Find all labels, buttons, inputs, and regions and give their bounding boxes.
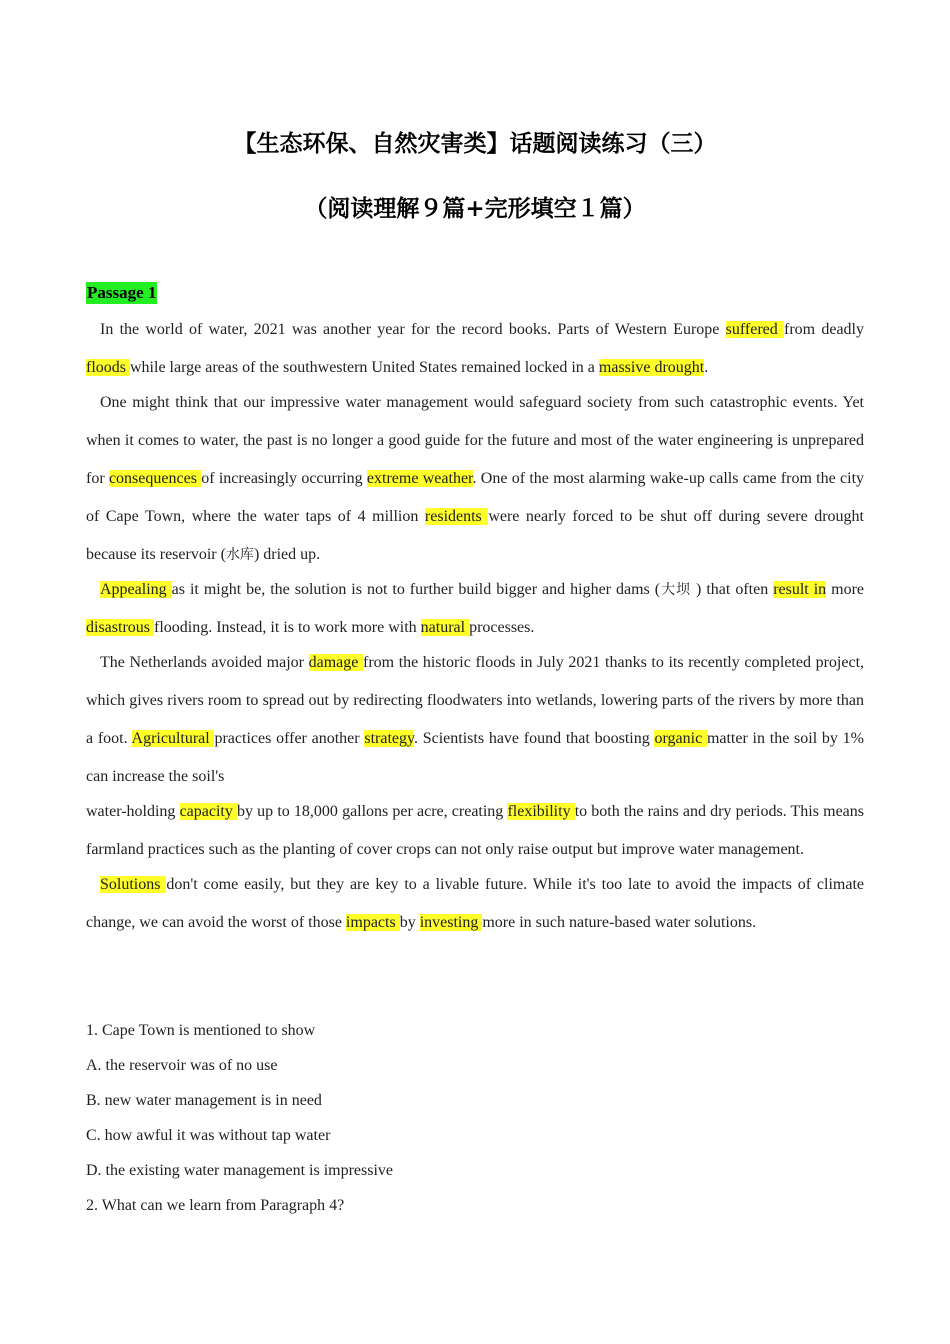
paragraph [86,793,864,869]
text-run: . Scientists have found that boosting [413,730,655,747]
highlighted-term: capacity [179,803,238,820]
document-subtitle: （阅读理解９篇+完形填空１篇） [304,195,646,222]
text-run: were nearly forced to be shut off during severe drought because its reservoir ( [86,508,864,563]
option-a: A. the reservoir was of no use [86,1057,278,1074]
text-run: ) that often [691,581,774,598]
highlighted-term: result in [773,581,827,598]
text-run: to both the rains and dry periods. This means farmland practices such as the planting of cover crops can not only raise output but improve water management. [86,803,864,858]
paragraph [86,571,864,647]
highlighted-term: damage [308,654,363,671]
text-run: from the historic floods in July 2021 thanks to its recently completed project, which gives rivers room to spread out by redirecting floodwaters into wetlands, lowering parts of the rivers by more than a foot. [86,654,865,747]
document-title: 【生态环保、自然灾害类】话题阅读练习（三） [233,130,717,157]
text-run: of increasingly occurring [201,470,367,487]
highlighted-term: disastrous [86,619,154,636]
text-run: ) dried up. [253,546,321,563]
paragraph [86,384,864,574]
highlighted-term: investing [419,914,483,931]
passage-body [86,311,864,942]
text-run: from deadly [784,321,864,338]
option-c: C. how awful it was without tap water [86,1127,331,1144]
highlighted-term: extreme weather [366,470,473,487]
text-run: flooding. Instead, it is to work more with [154,619,421,636]
chinese-gloss: 大坝 [660,582,692,598]
option-d: D. the existing water management is impressive [86,1162,394,1179]
text-run: practices offer another [214,730,365,747]
question-1: 1. Cape Town is mentioned to show [86,1022,316,1039]
highlighted-term: organic [654,730,707,747]
option-b: B. new water management is in need [86,1092,322,1109]
highlighted-term: massive drought [598,359,705,376]
text-run: water-holding [86,803,180,820]
highlighted-term: strategy [364,730,414,747]
text-run: The Netherlands avoided major [100,654,309,671]
text-run: by up to 18,000 gallons per acre, creating [237,803,508,820]
question-2: 2. What can we learn from Paragraph 4? [86,1197,345,1214]
text-run: . One of the most alarming wake-up calls came from the city of Cape Town, where the water taps of 4 million [86,470,865,525]
text-run: In the world of water, 2021 was another year for the record books. Parts of Western Europe [100,321,726,338]
highlighted-term: floods [86,359,130,376]
paragraph [86,644,864,796]
highlighted-term: impacts [345,914,400,931]
text-run: by [399,914,420,931]
highlighted-term: flexibility [507,803,575,820]
highlighted-term: residents [424,508,489,525]
highlighted-term: suffered [725,321,784,338]
text-run: processes. [469,619,535,636]
highlighted-term: consequences [108,470,202,487]
text-run: . [704,359,709,376]
text-run: matter in the soil by 1% can increase the soil's [86,730,865,785]
text-run: more [826,581,865,598]
text-run: One might think that our impressive water management would safeguard society from such catastrophic events. Yet when it comes to water, the past is no longer a good guide for the future and most of the water engineering is unprepared for [86,394,864,487]
text-run: don't come easily, but they are key to a livable future. While it's too late to avoid the impacts of climate change, we can avoid the worst of those [86,876,865,931]
text-run: as it might be, the solution is not to further build bigger and higher dams ( [171,581,661,598]
passage-label: Passage 1 [87,283,157,302]
highlighted-term: Agricultural [131,730,215,747]
paragraph [86,866,864,942]
paragraph [86,311,864,387]
chinese-gloss: 水库 [225,547,254,563]
highlighted-term: Solutions [100,876,167,893]
highlighted-term: natural [420,619,470,636]
highlighted-term: Appealing [100,581,172,598]
text-run: while large areas of the southwestern United States remained locked in a [130,359,599,376]
text-run: more in such nature-based water solutions. [482,914,757,931]
